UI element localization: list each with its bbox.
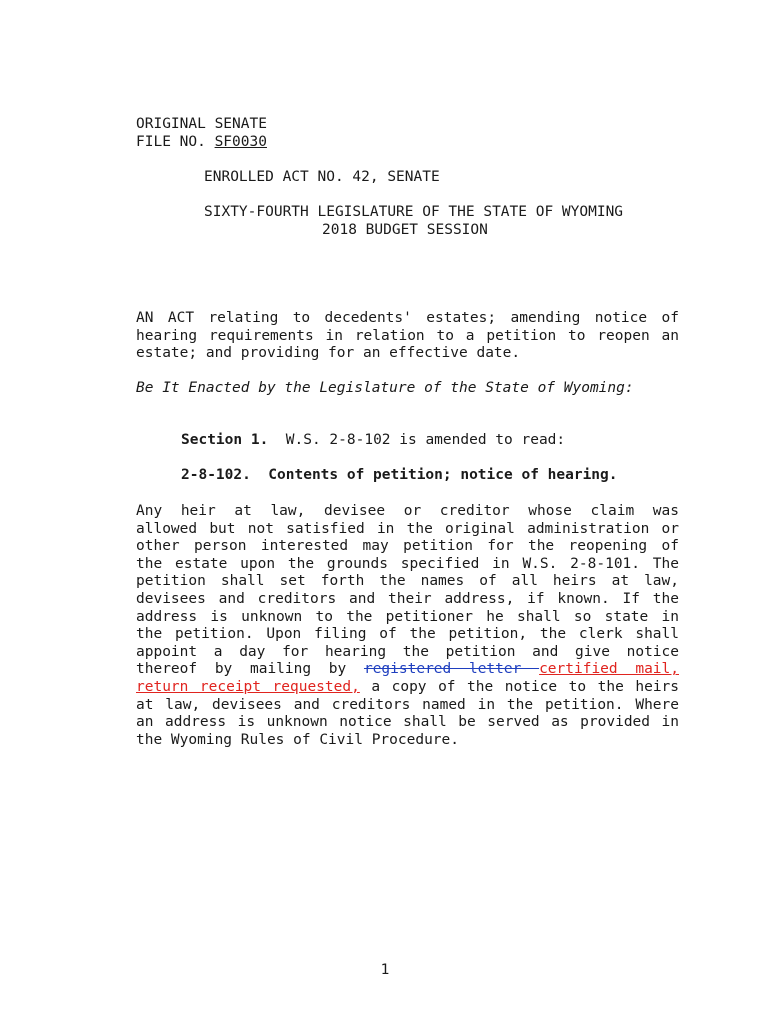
after-insert-text: a copy of the notice to the heirs — [359, 678, 680, 695]
body-line: Any heir at law, devisee or creditor whose claim was — [136, 503, 679, 519]
statute-body — [136, 503, 679, 749]
page-number: 1 — [380, 962, 390, 978]
body-line: the estate upon the grounds specified in W.S. 2-8-101. The — [136, 555, 679, 572]
body-line: at law, devisees and creditors named in the petition. Where — [136, 696, 679, 713]
act-title-line: hearing requirements in relation to a petition to reopen an — [136, 327, 679, 344]
enrolled-act-heading: ENROLLED ACT NO. 42, SENATE — [204, 169, 440, 185]
body-line: an address is unknown notice shall be served as provided in — [136, 714, 679, 731]
inserted-text: certified mail, — [539, 661, 679, 678]
section-1 — [181, 432, 565, 450]
file-number-line — [136, 134, 267, 152]
body-line: appoint a day for hearing the petition and give notice — [136, 643, 679, 660]
act-title-line: estate; and providing for an effective date. — [136, 345, 521, 362]
file-number-prefix: FILE NO. — [136, 134, 215, 150]
amended-line-2 — [136, 679, 679, 697]
body-line: allowed but not satisfied in the original administration or — [136, 520, 679, 537]
enacting-clause: Be It Enacted by the Legislature of the State of Wyoming: — [136, 380, 634, 396]
body-line: the petition. Upon filing of the petition, the clerk shall — [136, 626, 679, 643]
statute-heading: 2-8-102. Contents of petition; notice of hearing. — [181, 467, 618, 483]
body-line: petition shall set forth the names of all heirs at law, — [136, 573, 679, 590]
legislature-heading: SIXTY-FOURTH LEGISLATURE OF THE STATE OF WYOMING — [204, 204, 624, 220]
act-title — [136, 310, 679, 363]
amended-line-lead: thereof by mailing by — [136, 661, 364, 678]
session-heading: 2018 BUDGET SESSION — [322, 222, 488, 238]
body-line: the Wyoming Rules of Civil Procedure. — [136, 731, 460, 748]
body-line: devisees and creditors and their address, if known. If the — [136, 590, 679, 607]
inserted-text-continued: return receipt requested, — [136, 678, 360, 695]
section-label: Section 1. — [181, 432, 269, 448]
section-text: W.S. 2-8-102 is amended to read: — [285, 432, 566, 448]
amended-line — [136, 661, 679, 679]
file-number: SF0030 — [214, 134, 267, 150]
body-line: address is unknown to the petitioner he shall so state in — [136, 608, 679, 625]
original-senate-label: ORIGINAL SENATE — [136, 116, 267, 132]
body-line: other person interested may petition for the reopening of — [136, 538, 679, 555]
act-title-line: AN ACT relating to decedents' estates; amending notice of — [136, 310, 679, 326]
deleted-text: registered letter — [363, 661, 540, 678]
